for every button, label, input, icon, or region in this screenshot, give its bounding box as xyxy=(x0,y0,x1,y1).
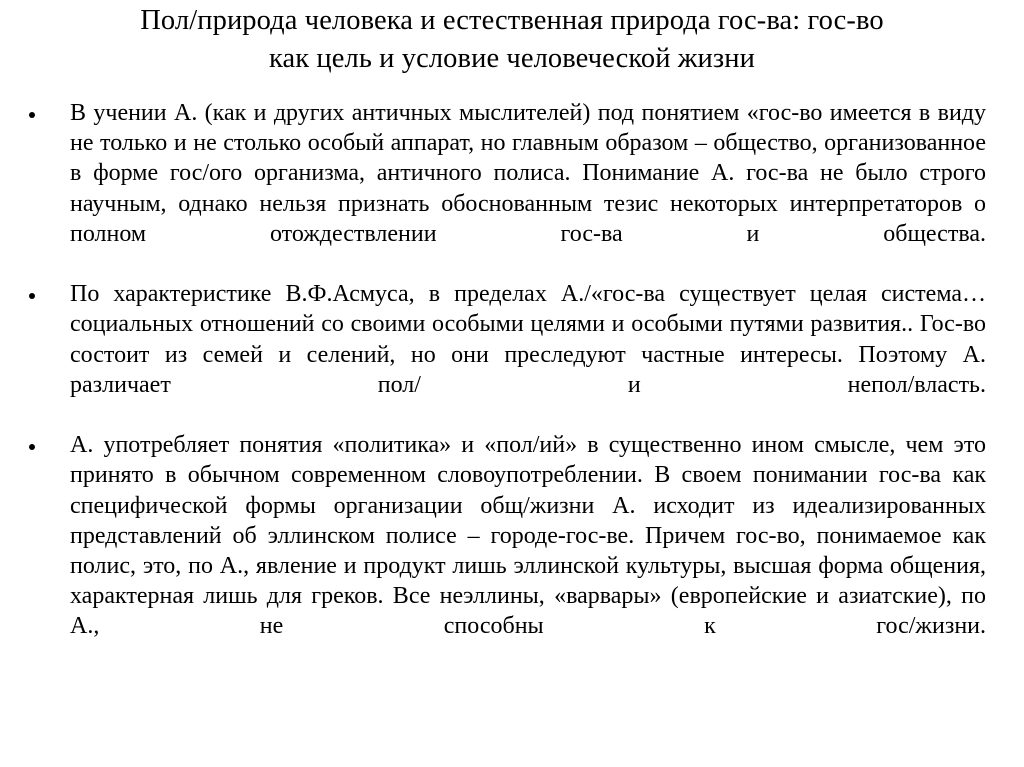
page-title-line-1: Пол/природа человека и естественная природа гос-ва: гос-во xyxy=(140,5,884,36)
list-item xyxy=(0,98,1024,279)
page-title xyxy=(30,2,994,78)
list-item-text: В учении А. (как и других античных мыслителей) под понятием «гос-во имеется в виду не только и не столько особый аппарат, но главным образом – общество, организованное в форме гос/ого организма, античного полиса. Понимание А. гос-ва не было строго научным, однако нельзя признать обоснованным тезис некоторых интерпретаторов о полном отождествлении гос-ва и общества. xyxy=(70,100,986,247)
bullet-dot-icon xyxy=(29,112,35,118)
page-title-line-2: как цель и условие человеческой жизни xyxy=(269,43,755,74)
list-item-text: По характеристике В.Ф.Асмуса, в пределах А./«гос-ва существует целая система… социальных отношений со своими особыми целями и особыми путями развития.. Гос-во состоит из семей и селений, но они преследуют частные интересы. Поэтому А. различает пол/ и непол/власть. xyxy=(70,281,986,398)
bullet-list xyxy=(0,98,1024,672)
bullet-dot-icon xyxy=(29,293,35,299)
list-item xyxy=(0,279,1024,430)
list-item xyxy=(0,430,1024,672)
bullet-dot-icon xyxy=(29,444,35,450)
list-item-text: А. употребляет понятия «политика» и «пол/ий» в существенно ином смысле, чем это принято в обычном современном словоупотреблении. В своем понимании гос-ва как специфической формы организации общ/жизни А. исходит из идеализированных представлений об эллинском полисе – городе-гос-ве. Причем гос-во, понимаемое как полис, это, по А., явление и продукт лишь эллинской культуры, высшая форма общения, характерная лишь для греков. Все неэллины, «варвары» (европейские и азиатские), по А., не способны к гос/жизни. xyxy=(70,432,986,640)
